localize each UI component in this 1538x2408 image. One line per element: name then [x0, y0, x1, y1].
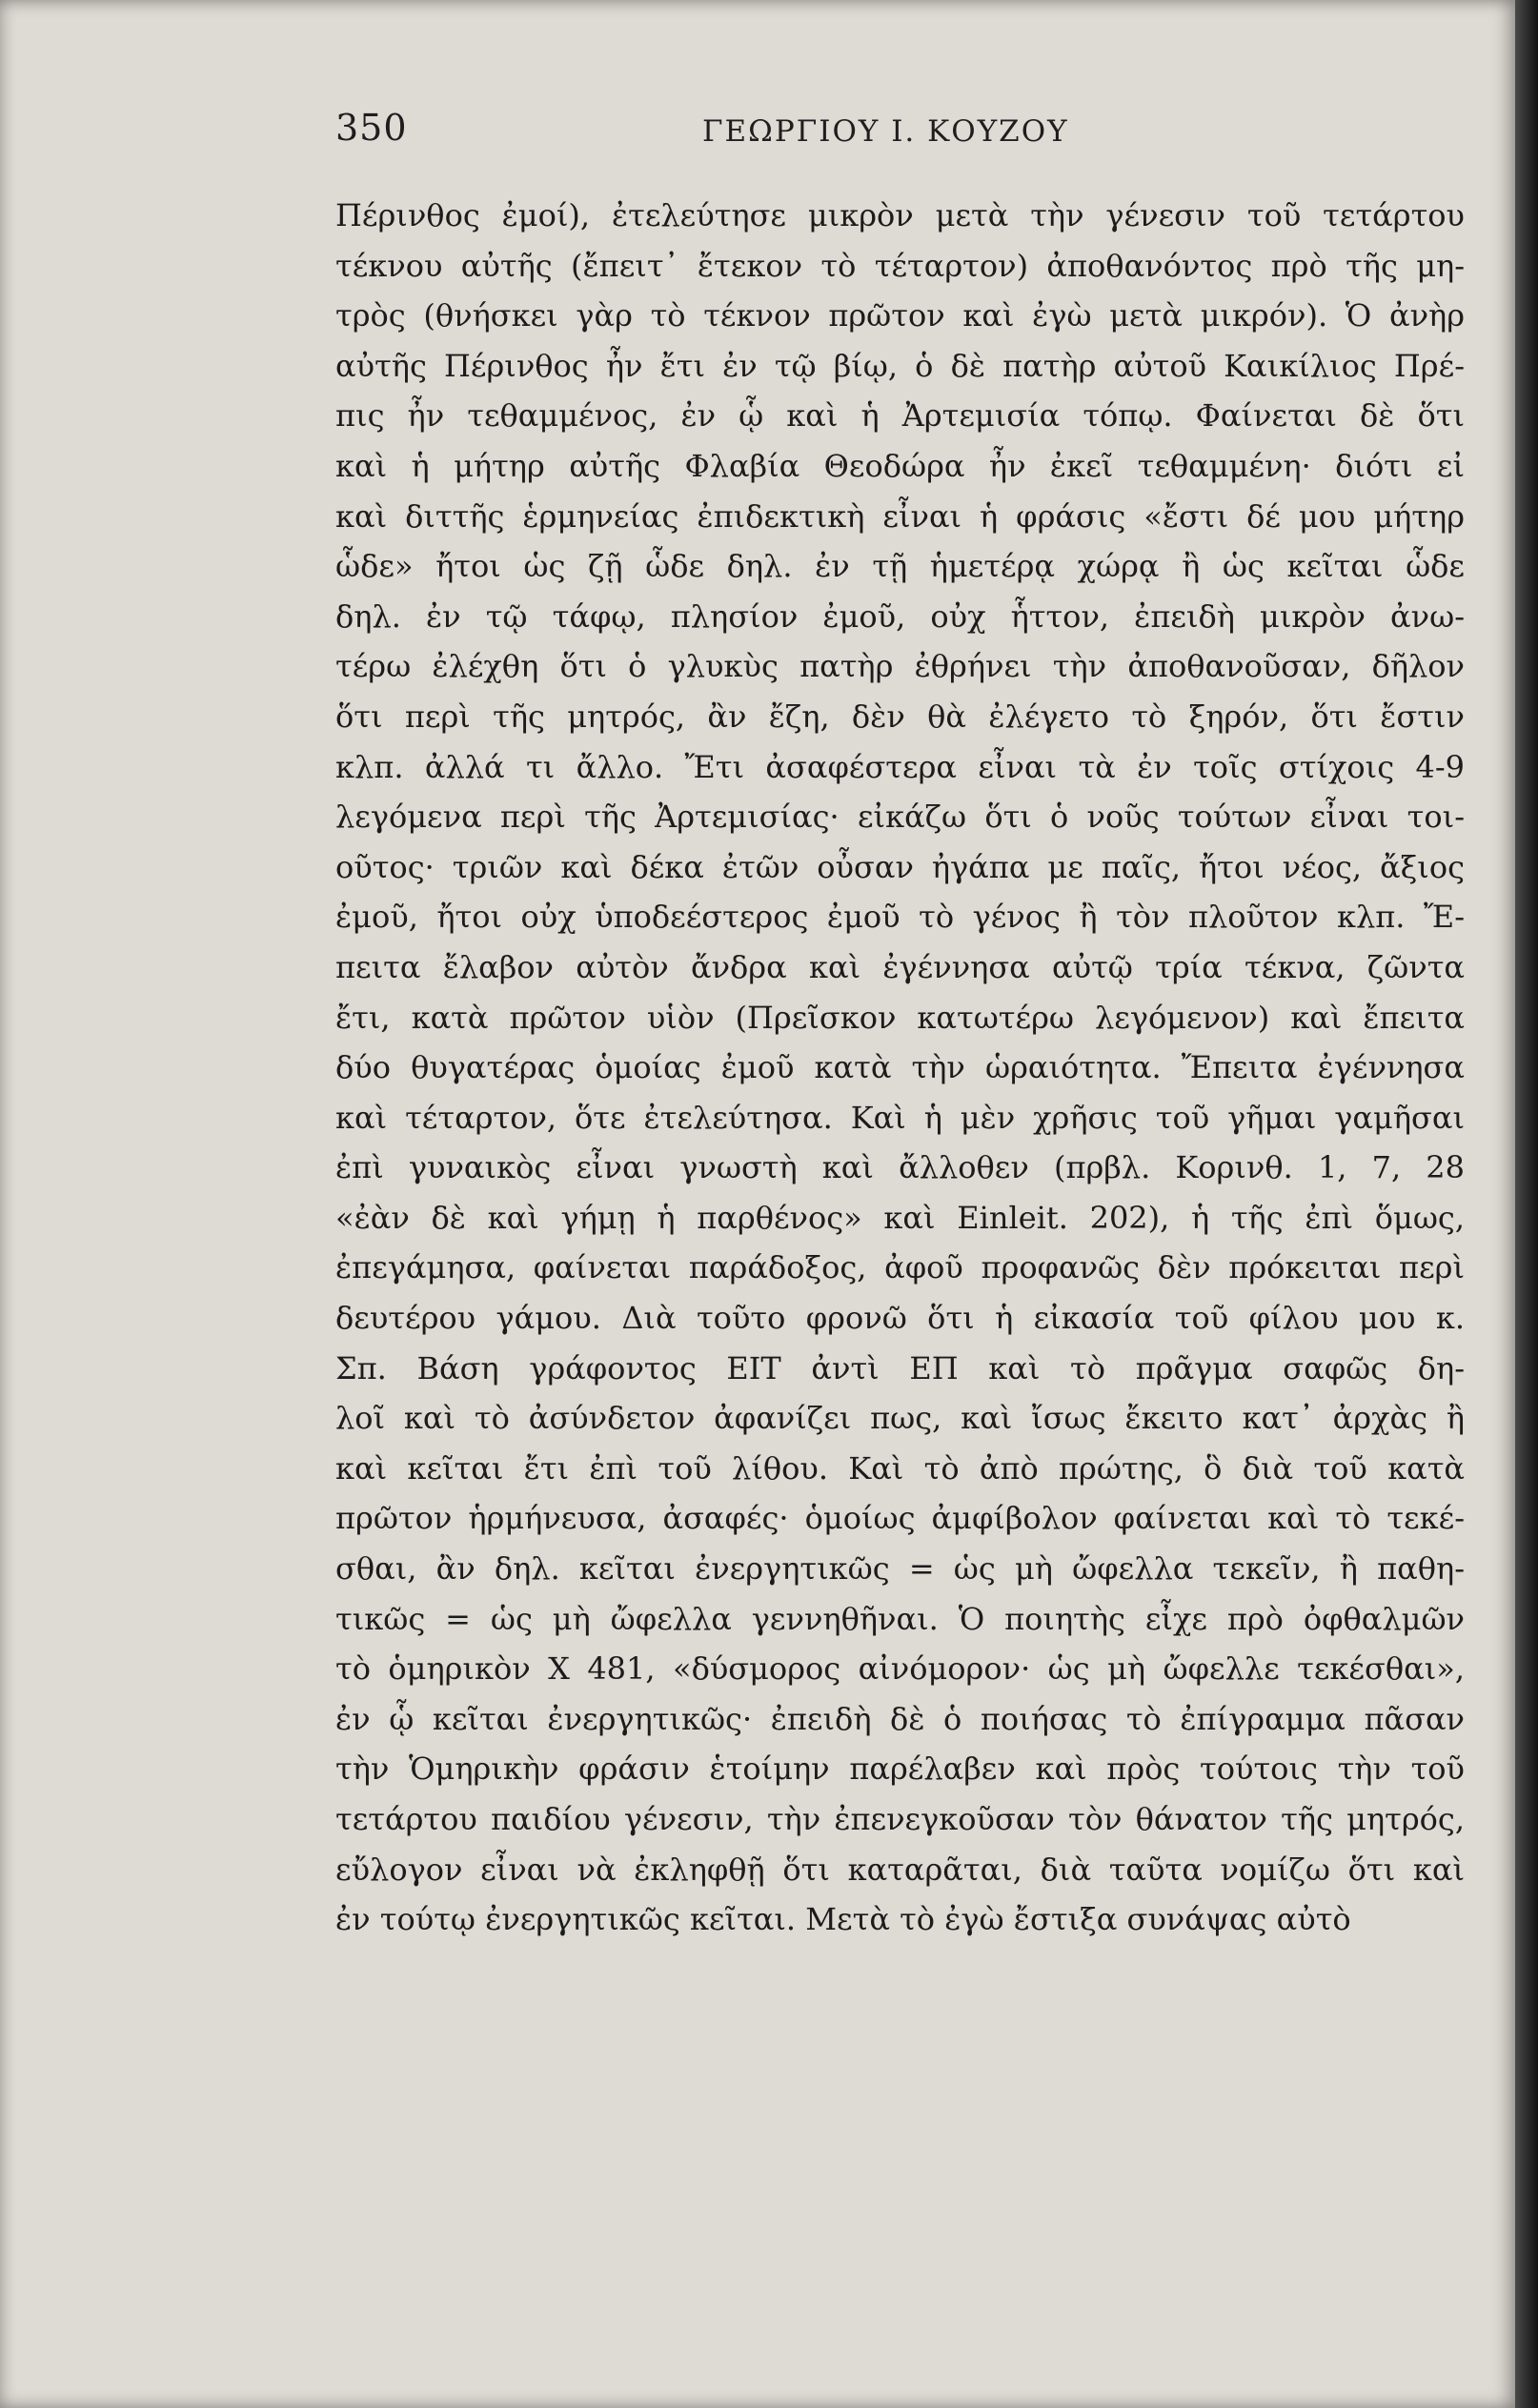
text-line: πις ἦν τεθαμμένος, ἐν ᾧ καὶ ἡ Ἀρτεμισία τόπῳ. Φαίνεται δὲ ὅτι — [335, 397, 1465, 435]
text-line: αὐτῆς Πέρινθος ἦν ἔτι ἐν τῷ βίῳ, ὁ δὲ πατὴρ αὐτοῦ Καικίλιος Πρέ- — [335, 347, 1465, 384]
text-line: τετάρτου παιδίου γένεσιν, τὴν ἐπενεγκοῦσαν τὸν θάνατον τῆς μητρός, — [335, 1801, 1465, 1837]
text-line: λεγόμενα περὶ τῆς Ἀρτεμισίας· εἰκάζω ὅτι ὁ νοῦς τούτων εἶναι τοι- — [335, 799, 1465, 836]
text-line: ἐν ᾧ κεῖται ἐνεργητικῶς· ἐπειδὴ δὲ ὁ ποιήσας τὸ ἐπίγραμμα πᾶσαν — [335, 1700, 1465, 1737]
text-line: καὶ ἡ μήτηρ αὐτῆς Φλαβία Θεοδώρα ἦν ἐκεῖ τεθαμμένη· διότι εἰ — [335, 447, 1465, 484]
text-line: ὧδε» ἤτοι ὡς ζῇ ὧδε δηλ. ἐν τῇ ἡμετέρᾳ χώρᾳ ἢ ὡς κεῖται ὧδε — [335, 548, 1465, 585]
text-line: δευτέρου γάμου. Διὰ τοῦτο φρονῶ ὅτι ἡ εἰκασία τοῦ φίλου μου κ. — [335, 1300, 1465, 1337]
scan-edge — [1515, 0, 1538, 2408]
body-text — [335, 191, 1465, 1945]
text-line: κλπ. ἀλλά τι ἄλλο. Ἔτι ἀσαφέστερα εἶναι τὰ ἐν τοῖς στίχοις 4-9 — [335, 748, 1465, 785]
text-line: Πέρινθος ἐμοί), ἐτελεύτησε μικρὸν μετὰ τὴν γένεσιν τοῦ τετάρτου — [335, 197, 1465, 233]
text-line: πειτα ἔλαβον αὐτὸν ἄνδρα καὶ ἐγέννησα αὐτῷ τρία τέκνα, ζῶντα — [335, 948, 1465, 985]
text-line: ἐπὶ γυναικὸς εἶναι γνωστὴ καὶ ἄλλοθεν (πρβλ. Κορινθ. 1, 7, 28 — [335, 1149, 1465, 1186]
running-head: ΓΕΩΡΓΙΟΥ Ι. ΚΟΥΖΟΥ — [702, 114, 1069, 149]
text-line: ἐπεγάμησα, φαίνεται παράδοξος, ἀφοῦ προφανῶς δὲν πρόκειται περὶ — [335, 1249, 1465, 1286]
text-line: οῦτος· τριῶν καὶ δέκα ἐτῶν οὖσαν ἠγάπα με παῖς, ἤτοι νέος, ἄξιος — [335, 848, 1465, 885]
text-line: τέρω ἐλέχθη ὅτι ὁ γλυκὺς πατὴρ ἐθρήνει τὴν ἀποθανοῦσαν, δῆλον — [335, 648, 1465, 685]
text-line: ἔτι, κατὰ πρῶτον υἱὸν (Πρεῖσκον κατωτέρω λεγόμενον) καὶ ἔπειτα — [335, 999, 1465, 1036]
text-line: τικῶς = ὡς μὴ ὤφελλα γεννηθῆναι. Ὁ ποιητὴς εἶχε πρὸ ὀφθαλμῶν — [335, 1600, 1465, 1637]
text-line: εὔλογον εἶναι νὰ ἐκληφθῇ ὅτι καταρᾶται, διὰ ταῦτα νομίζω ὅτι καὶ — [335, 1851, 1465, 1888]
text-line: τὸ ὁμηρικὸν Χ 481, «δύσμορος αἰνόμορον· ὡς μὴ ὤφελλε τεκέσθαι», — [335, 1650, 1465, 1688]
text-line: τέκνου αὐτῆς (ἔπειτ᾽ ἔτεκον τὸ τέταρτον) ἀποθανόντος πρὸ τῆς μη- — [335, 247, 1465, 284]
text-line: τὴν Ὁμηρικὴν φράσιν ἑτοίμην παρέλαβεν καὶ πρὸς τούτοις τὴν τοῦ — [335, 1750, 1465, 1788]
text-line: ἐν τούτῳ ἐνεργητικῶς κεῖται. Μετὰ τὸ ἐγὼ ἔστιξα συνάψας αὐτὸ — [335, 1901, 1351, 1938]
text-line: ἐμοῦ, ἤτοι οὐχ ὑποδεέστερος ἐμοῦ τὸ γένος ἢ τὸν πλοῦτον κλπ. Ἔ- — [335, 899, 1465, 936]
text-line: «ἐὰν δὲ καὶ γήμῃ ἡ παρθένος» καὶ Einleit. 202), ἡ τῆς ἐπὶ ὅμως, — [335, 1199, 1465, 1236]
text-line: ὅτι περὶ τῆς μητρός, ἂν ἔζη, δὲν θὰ ἐλέγετο τὸ ξηρόν, ὅτι ἔστιν — [335, 698, 1465, 735]
page-number: 350 — [335, 107, 408, 149]
text-line: τρὸς (θνήσκει γὰρ τὸ τέκνον πρῶτον καὶ ἐγὼ μετὰ μικρόν). Ὁ ἀνὴρ — [335, 297, 1465, 334]
text-line: καὶ τέταρτον, ὅτε ἐτελεύτησα. Καὶ ἡ μὲν χρῆσις τοῦ γῆμαι γαμῆσαι — [335, 1099, 1465, 1136]
text-line: καὶ κεῖται ἔτι ἐπὶ τοῦ λίθου. Καὶ τὸ ἀπὸ πρώτης, ὃ διὰ τοῦ κατὰ — [335, 1449, 1465, 1487]
text-line: λοῖ καὶ τὸ ἀσύνδετον ἀφανίζει πως, καὶ ἴσως ἔκειτο κατ᾽ ἀρχὰς ἢ — [335, 1400, 1465, 1437]
text-line: Σπ. Βάση γράφοντος ΕΙΤ ἀντὶ ΕΠ καὶ τὸ πρᾶγμα σαφῶς δη- — [335, 1349, 1465, 1386]
text-line: καὶ διττῆς ἑρμηνείας ἐπιδεκτικὴ εἶναι ἡ φράσις «ἔστι δέ μου μήτηρ — [335, 497, 1465, 535]
text-line: δηλ. ἐν τῷ τάφῳ, πλησίον ἐμοῦ, οὐχ ἧττον, ἐπειδὴ μικρὸν ἀνω- — [335, 597, 1465, 635]
page-header — [335, 107, 1460, 164]
text-line: πρῶτον ἡρμήνευσα, ἀσαφές· ὁμοίως ἀμφίβολον φαίνεται καὶ τὸ τεκέ- — [335, 1500, 1465, 1537]
text-line: σθαι, ἂν δηλ. κεῖται ἐνεργητικῶς = ὡς μὴ ὤφελλα τεκεῖν, ἢ παθη- — [335, 1550, 1465, 1588]
text-line: δύο θυγατέρας ὁμοίας ἐμοῦ κατὰ τὴν ὡραιότητα. Ἔπειτα ἐγέννησα — [335, 1049, 1465, 1086]
